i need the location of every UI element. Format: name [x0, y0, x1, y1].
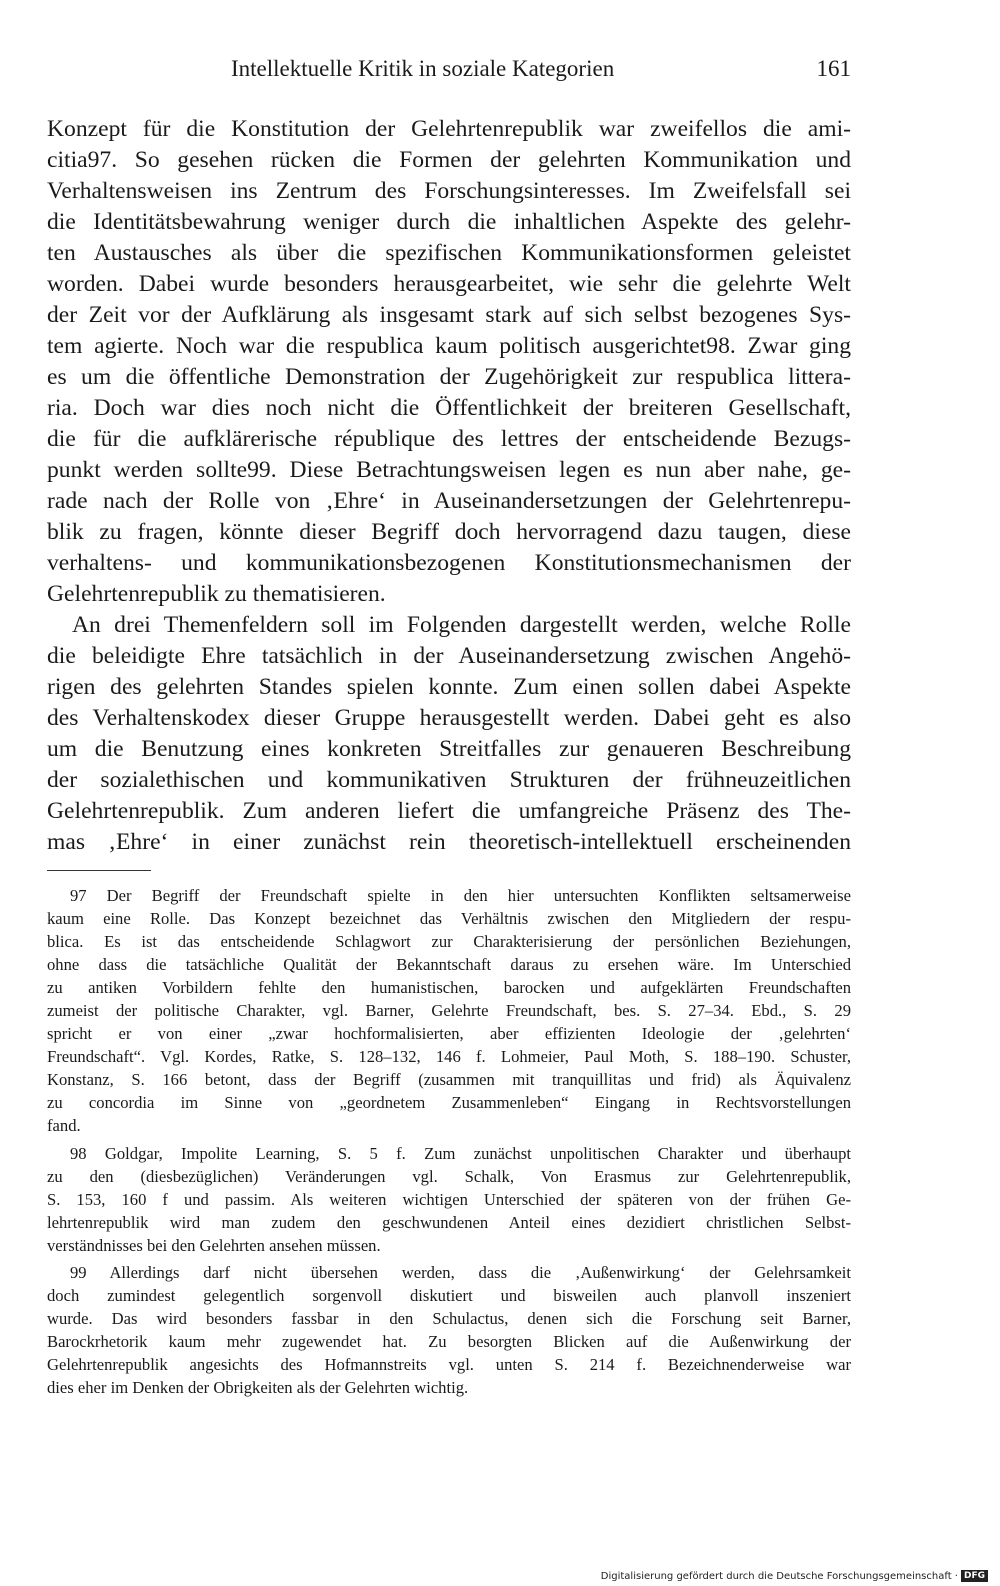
body-line: An drei Themenfeldern soll im Folgenden dargestellt werden, welche Rolle: [72, 612, 851, 638]
credit-text: Digitalisierung gefördert durch die Deutsche Forschungsgemeinschaft ·: [600, 1570, 958, 1582]
footnote-line: 99 Allerdings darf nicht übersehen werden, dass die ‚Außenwirkung‘ der Gelehrsamkeit: [70, 1263, 851, 1282]
footnote-line: Freundschaft“. Vgl. Kordes, Ratke, S. 128–132, 146 f. Lohmeier, Paul Moth, S. 188–190. Schuster,: [47, 1047, 851, 1066]
body-line: Verhaltensweisen ins Zentrum des Forschungsinteresses. Im Zweifelsfall sei: [47, 178, 851, 204]
body-line: Konzept für die Konstitution der Gelehrtenrepublik war zweifellos die ami-: [47, 116, 851, 142]
body-line: citia97. So gesehen rücken die Formen der gelehrten Kommunikation und: [47, 147, 851, 173]
footnote-line: Konstanz, S. 166 betont, dass der Begriff (zusammen mit tranquillitas und frid) als Äquivalenz: [47, 1070, 851, 1089]
footnote-line: kaum eine Rolle. Das Konzept bezeichnet das Verhältnis zwischen den Mitgliedern der respu-: [47, 909, 851, 928]
body-line: worden. Dabei wurde besonders herausgearbeitet, wie sehr die gelehrte Welt: [47, 271, 851, 297]
footnote-line: spricht er von einer „zwar hochformalisierten, aber effizienten Ideologie der ‚gelehrten‘: [47, 1024, 851, 1043]
body-line: ten Austausches als über die spezifischen Kommunikationsformen geleistet: [47, 240, 851, 266]
body-line: Gelehrtenrepublik zu thematisieren.: [47, 581, 386, 607]
footnote-line: zumeist der politische Charakter, vgl. Barner, Gelehrte Freundschaft, bes. S. 27–34. Ebd., S. 29: [47, 1001, 851, 1020]
body-line: um die Benutzung eines konkreten Streitfalles zur genaueren Beschreibung: [47, 736, 851, 762]
body-line: ria. Doch war dies noch nicht die Öffentlichkeit der breiteren Gesellschaft,: [47, 395, 851, 421]
body-line: verhaltens- und kommunikationsbezogenen Konstitutionsmechanismen der: [47, 550, 851, 576]
footnote-line: Gelehrtenrepublik angesichts des Hofmannstreits vgl. unten S. 214 f. Bezeichnenderweise war: [47, 1355, 851, 1374]
footnote-line: doch zumindest gelegentlich sorgenvoll diskutiert und bisweilen auch planvoll inszeniert: [47, 1286, 851, 1305]
body-line: des Verhaltenskodex dieser Gruppe herausgestellt werden. Dabei geht es also: [47, 705, 851, 731]
body-line: der sozialethischen und kommunikativen Strukturen der frühneuzeitlichen: [47, 767, 851, 793]
footnote-line: dies eher im Denken der Obrigkeiten als der Gelehrten wichtig.: [47, 1378, 469, 1397]
footnote-line: zu den (diesbezüglichen) Veränderungen vgl. Schalk, Von Erasmus zur Gelehrtenrepublik,: [47, 1167, 851, 1186]
body-line: die für die aufklärerische république des lettres der entscheidende Bezugs-: [47, 426, 851, 452]
footnote-line: ohne dass die tatsächliche Qualität der Bekanntschaft daraus zu ersehen wäre. Im Unterschied: [47, 955, 851, 974]
body-line: blik zu fragen, könnte dieser Begriff doch hervorragend dazu taugen, diese: [47, 519, 851, 545]
body-line: rade nach der Rolle von ‚Ehre‘ in Auseinandersetzungen der Gelehrtenrepu-: [47, 488, 851, 514]
footnote-separator: [47, 870, 151, 871]
footnote-line: wurde. Das wird besonders fassbar in den Schulactus, denen sich die Forschung seit Barner,: [47, 1309, 851, 1328]
body-line: punkt werden sollte99. Diese Betrachtungsweisen legen es nun aber nahe, ge-: [47, 457, 851, 483]
dfg-logo: DFG: [961, 1570, 988, 1582]
body-line: der Zeit vor der Aufklärung als insgesamt stark auf sich selbst bezogenes Sys-: [47, 302, 851, 328]
footnote-line: zu concordia im Sinne von „geordnetem Zusammenleben“ Eingang in Rechtsvorstellungen: [47, 1093, 851, 1112]
footnote-line: 98 Goldgar, Impolite Learning, S. 5 f. Zum zunächst unpolitischen Charakter und überhaupt: [70, 1144, 851, 1163]
body-line: es um die öffentliche Demonstration der Zugehörigkeit zur respublica littera-: [47, 364, 851, 390]
footnote-line: Barockrhetorik kaum mehr zugewendet hat. Zu besorgten Blicken auf die Außenwirkung der: [47, 1332, 851, 1351]
body-line: rigen des gelehrten Standes spielen konnte. Zum einen sollen dabei Aspekte: [47, 674, 851, 700]
body-line: mas ‚Ehre‘ in einer zunächst rein theoretisch-intellektuell erscheinenden: [47, 829, 851, 855]
running-header: [231, 56, 851, 92]
body-line: die beleidigte Ehre tatsächlich in der Auseinandersetzung zwischen Angehö-: [47, 643, 851, 669]
footnote-line: lehrtenrepublik wird man zudem den geschwundenen Anteil eines dezidiert christlichen Selbst-: [47, 1213, 851, 1232]
footnote-line: fand.: [47, 1116, 81, 1135]
footnote-line: 97 Der Begriff der Freundschaft spielte in den hier untersuchten Konflikten seltsamerweise: [70, 886, 851, 905]
running-title: Intellektuelle Kritik in soziale Kategorien: [231, 56, 615, 81]
footnote-line: zu antiken Vorbildern fehlte den humanistischen, barocken und aufgeklärten Freundschaften: [47, 978, 851, 997]
body-line: die Identitätsbewahrung weniger durch die inhaltlichen Aspekte des gelehr-: [47, 209, 851, 235]
footnote-line: verständnisses bei den Gelehrten ansehen müssen.: [47, 1236, 381, 1255]
body-line: Gelehrtenrepublik. Zum anderen liefert die umfangreiche Präsenz des The-: [47, 798, 851, 824]
footnote-line: blica. Es ist das entscheidende Schlagwort zur Charakterisierung der persönlichen Beziehungen,: [47, 932, 851, 951]
digitization-credit: [601, 1570, 988, 1582]
body-line: tem agierte. Noch war die respublica kaum politisch ausgerichtet98. Zwar ging: [47, 333, 851, 359]
page-number: 161: [816, 56, 851, 81]
footnote-line: S. 153, 160 f und passim. Als weiteren wichtigen Unterschied der späteren von der frühen Ge-: [47, 1190, 851, 1209]
